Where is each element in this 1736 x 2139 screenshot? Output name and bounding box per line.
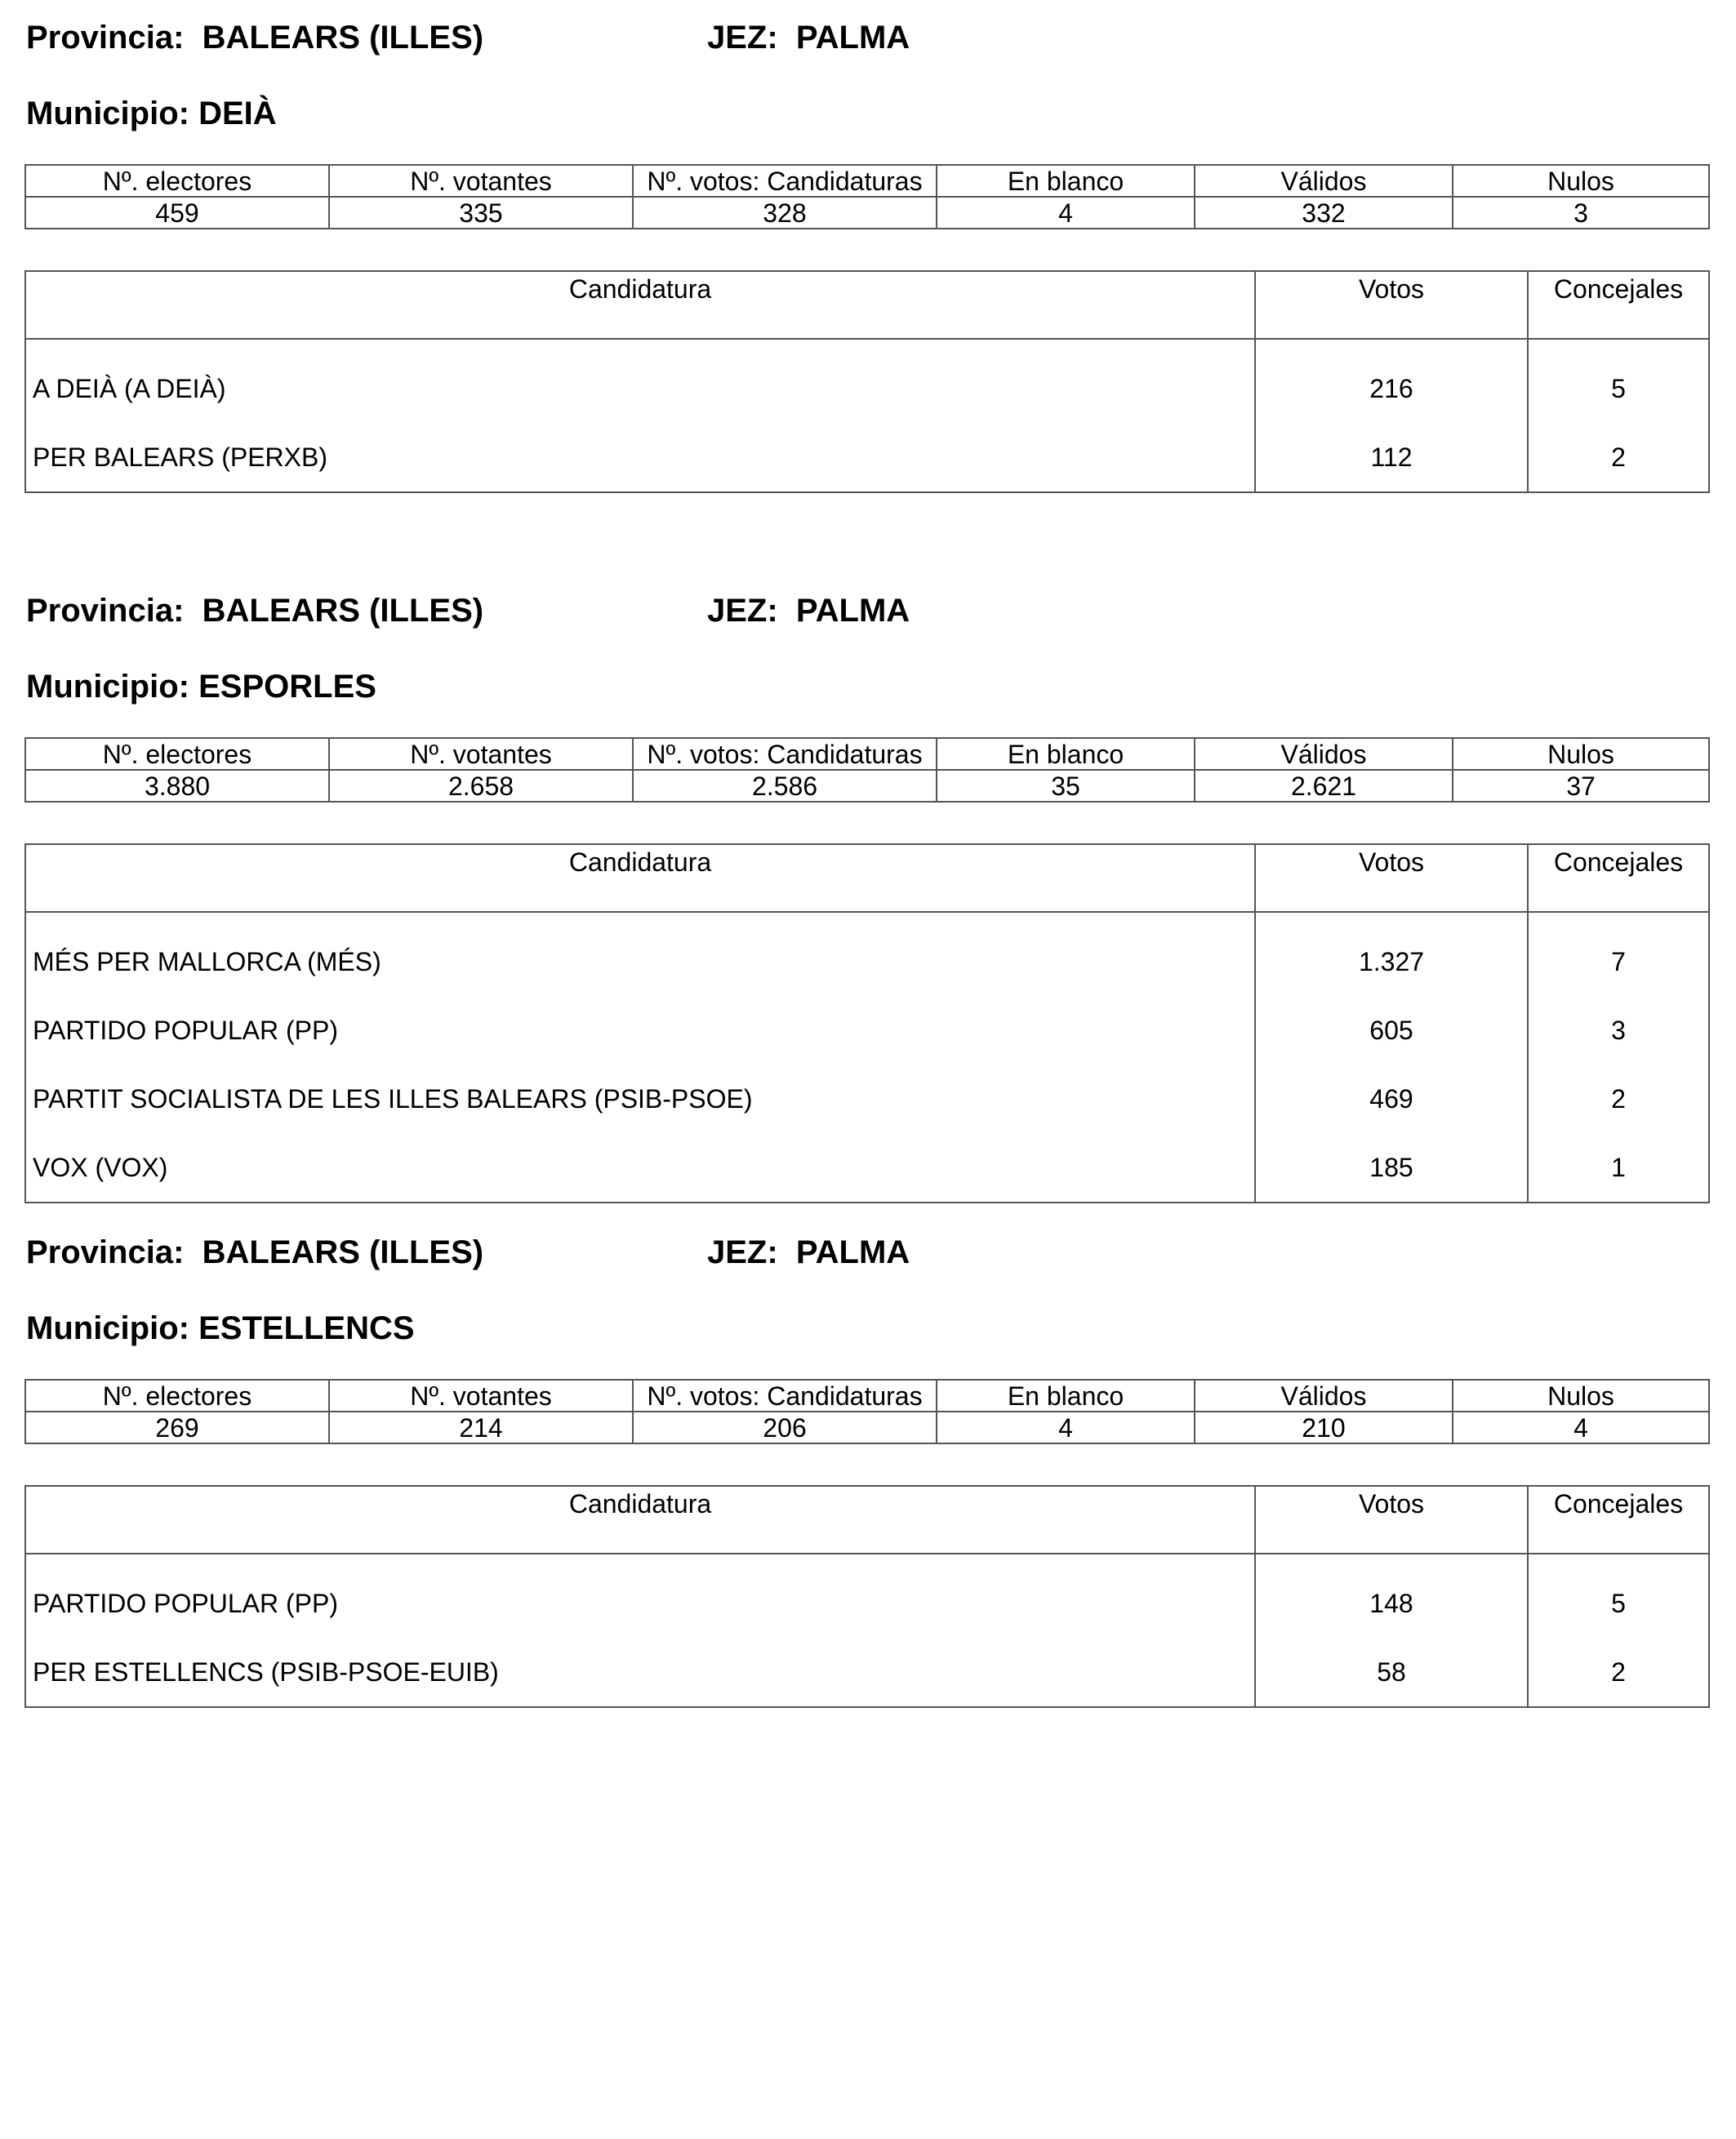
candidate-row <box>25 1133 1709 1203</box>
stats-value-cell: 37 <box>1453 770 1709 802</box>
candidate-row <box>25 354 1709 423</box>
provincia-label: Provincia: <box>26 593 185 629</box>
jez-value: PALMA <box>795 20 910 56</box>
provincia-heading <box>26 594 483 627</box>
candidates-header-cell: Candidatura <box>25 844 1255 912</box>
stats-value-cell: 335 <box>329 197 633 229</box>
stats-value-row <box>25 770 1709 802</box>
municipio-heading <box>26 97 277 130</box>
stats-header-cell: Nº. electores <box>25 738 329 770</box>
stats-value-cell: 4 <box>937 1412 1195 1443</box>
stats-value-cell: 210 <box>1195 1412 1453 1443</box>
candidate-name: PER ESTELLENCS (PSIB-PSOE-EUIB) <box>25 1638 1255 1707</box>
candidate-votes: 185 <box>1255 1133 1528 1203</box>
candidate-seats: 5 <box>1528 1569 1709 1638</box>
candidates-header-cell: Votos <box>1255 271 1528 339</box>
candidates-header-cell: Votos <box>1255 1486 1528 1554</box>
candidate-name: VOX (VOX) <box>25 1133 1255 1203</box>
candidate-seats: 7 <box>1528 927 1709 996</box>
candidates-header-row <box>25 271 1709 339</box>
stats-header-cell: Nº. votantes <box>329 1380 633 1412</box>
jez-label: JEZ: <box>707 20 778 56</box>
stats-header-cell: Nulos <box>1453 165 1709 197</box>
candidate-row <box>25 1065 1709 1133</box>
municipio-label: Municipio: <box>26 669 189 705</box>
municipality-section <box>0 1215 1736 1786</box>
jez-heading <box>707 1236 910 1269</box>
provincia-value: BALEARS (ILLES) <box>202 20 484 56</box>
candidates-header-row <box>25 1486 1709 1554</box>
candidate-votes: 58 <box>1255 1638 1528 1707</box>
stats-header-row <box>25 1380 1709 1412</box>
provincia-heading <box>26 21 483 54</box>
candidates-header-cell: Candidatura <box>25 271 1255 339</box>
candidate-seats: 1 <box>1528 1133 1709 1203</box>
stats-header-row <box>25 738 1709 770</box>
stats-header-cell: Nº. votantes <box>329 738 633 770</box>
municipio-heading <box>26 670 376 703</box>
candidate-name: MÉS PER MALLORCA (MÉS) <box>25 927 1255 996</box>
candidates-header-cell: Candidatura <box>25 1486 1255 1554</box>
candidate-name: PARTIDO POPULAR (PP) <box>25 996 1255 1065</box>
stats-value-cell: 2.621 <box>1195 770 1453 802</box>
candidate-votes: 148 <box>1255 1569 1528 1638</box>
candidate-seats: 2 <box>1528 1638 1709 1707</box>
stats-header-cell: Válidos <box>1195 738 1453 770</box>
candidate-votes: 605 <box>1255 996 1528 1065</box>
candidate-seats: 3 <box>1528 996 1709 1065</box>
stats-header-row <box>25 165 1709 197</box>
jez-value: PALMA <box>795 1234 910 1270</box>
stats-header-cell: Nulos <box>1453 1380 1709 1412</box>
stats-value-row <box>25 197 1709 229</box>
stats-value-cell: 332 <box>1195 197 1453 229</box>
candidate-seats: 5 <box>1528 354 1709 423</box>
stats-value-cell: 328 <box>633 197 937 229</box>
candidate-seats: 2 <box>1528 423 1709 492</box>
candidates-table <box>24 1485 1710 1708</box>
candidate-row <box>25 996 1709 1065</box>
jez-heading <box>707 21 910 54</box>
stats-value-cell: 4 <box>1453 1412 1709 1443</box>
candidate-row <box>25 927 1709 996</box>
stats-value-cell: 269 <box>25 1412 329 1443</box>
municipio-label: Municipio: <box>26 96 189 131</box>
stats-header-cell: Nulos <box>1453 738 1709 770</box>
candidate-row <box>25 1638 1709 1707</box>
jez-value: PALMA <box>795 593 910 629</box>
candidates-header-cell: Votos <box>1255 844 1528 912</box>
municipio-heading <box>26 1312 415 1345</box>
jez-heading <box>707 594 910 627</box>
stats-header-cell: Nº. electores <box>25 1380 329 1412</box>
stats-value-cell: 3.880 <box>25 770 329 802</box>
stats-value-cell: 35 <box>937 770 1195 802</box>
candidate-seats: 2 <box>1528 1065 1709 1133</box>
candidates-table <box>24 270 1710 493</box>
stats-table <box>24 1379 1710 1444</box>
stats-value-cell: 214 <box>329 1412 633 1443</box>
municipality-section <box>0 573 1736 1182</box>
jez-label: JEZ: <box>707 593 778 629</box>
stats-header-cell: Nº. votos: Candidaturas <box>633 738 937 770</box>
municipio-value: ESPORLES <box>198 669 376 705</box>
candidate-votes: 1.327 <box>1255 927 1528 996</box>
candidates-header-cell: Concejales <box>1528 844 1709 912</box>
candidate-name: PARTIDO POPULAR (PP) <box>25 1569 1255 1638</box>
stats-header-cell: Válidos <box>1195 165 1453 197</box>
candidate-votes: 112 <box>1255 423 1528 492</box>
jez-label: JEZ: <box>707 1234 778 1270</box>
stats-header-cell: Nº. votos: Candidaturas <box>633 165 937 197</box>
stats-header-cell: Nº. electores <box>25 165 329 197</box>
candidate-name: PARTIT SOCIALISTA DE LES ILLES BALEARS (PSIB-PSOE) <box>25 1065 1255 1133</box>
stats-header-cell: En blanco <box>937 1380 1195 1412</box>
stats-header-cell: En blanco <box>937 738 1195 770</box>
stats-value-cell: 2.658 <box>329 770 633 802</box>
provincia-heading <box>26 1236 483 1269</box>
provincia-label: Provincia: <box>26 20 185 56</box>
stats-value-cell: 3 <box>1453 197 1709 229</box>
candidate-row <box>25 1569 1709 1638</box>
provincia-label: Provincia: <box>26 1234 185 1270</box>
stats-value-cell: 4 <box>937 197 1195 229</box>
candidate-name: PER BALEARS (PERXB) <box>25 423 1255 492</box>
candidate-votes: 216 <box>1255 354 1528 423</box>
candidate-votes: 469 <box>1255 1065 1528 1133</box>
candidates-header-cell: Concejales <box>1528 271 1709 339</box>
stats-value-cell: 206 <box>633 1412 937 1443</box>
candidate-name: A DEIÀ (A DEIÀ) <box>25 354 1255 423</box>
stats-header-cell: En blanco <box>937 165 1195 197</box>
stats-header-cell: Nº. votos: Candidaturas <box>633 1380 937 1412</box>
stats-header-cell: Válidos <box>1195 1380 1453 1412</box>
municipio-label: Municipio: <box>26 1310 189 1346</box>
stats-header-cell: Nº. votantes <box>329 165 633 197</box>
candidates-header-cell: Concejales <box>1528 1486 1709 1554</box>
provincia-value: BALEARS (ILLES) <box>202 593 484 629</box>
candidate-row <box>25 423 1709 492</box>
municipio-value: ESTELLENCS <box>198 1310 415 1346</box>
municipio-value: DEIÀ <box>198 96 277 131</box>
municipality-section <box>0 0 1736 571</box>
stats-value-cell: 459 <box>25 197 329 229</box>
candidates-table <box>24 843 1710 1203</box>
provincia-value: BALEARS (ILLES) <box>202 1234 484 1270</box>
stats-table <box>24 164 1710 229</box>
stats-value-row <box>25 1412 1709 1443</box>
stats-table <box>24 737 1710 803</box>
stats-value-cell: 2.586 <box>633 770 937 802</box>
candidates-header-row <box>25 844 1709 912</box>
